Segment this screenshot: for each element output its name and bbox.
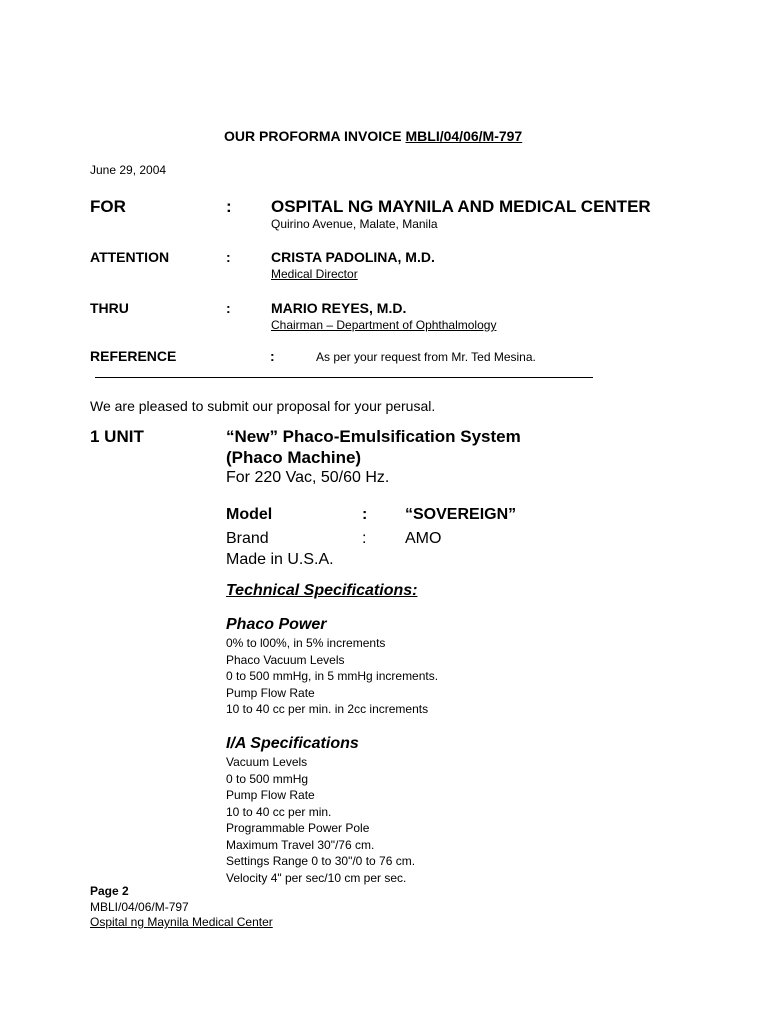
attention-position: Medical Director	[271, 267, 358, 281]
spec-line: Vacuum Levels	[226, 755, 308, 769]
thru-name: MARIO REYES, M.D.	[271, 300, 407, 316]
spec-line: 10 to 40 cc per min. in 2cc increments	[226, 702, 429, 716]
spec-line: Maximum Travel 30"/76 cm.	[226, 837, 375, 852]
spec-line: 0 to 500 mmHg, in 5 mmHg increments.	[226, 669, 439, 683]
ia-specifications-list	[226, 754, 415, 886]
thru-position: Chairman – Department of Ophthalmology	[271, 318, 497, 332]
reference-label: REFERENCE	[90, 348, 177, 364]
spec-line: Settings Range 0 to 30"/0 to 76 cm.	[226, 854, 416, 868]
item-origin: Made in U.S.A.	[226, 551, 334, 568]
invoice-number: MBLI/04/06/M-797	[405, 128, 523, 144]
brand-value: AMO	[405, 530, 442, 547]
footer-client: Ospital ng Maynila Medical Center	[90, 915, 273, 929]
reference-colon: :	[270, 348, 275, 364]
spec-line: Programmable Power Pole	[226, 821, 370, 835]
spec-line: 10 to 40 cc per min.	[226, 804, 332, 819]
thru-colon: :	[226, 300, 231, 316]
spec-line: 0 to 500 mmHg	[226, 771, 309, 786]
intro-text: We are pleased to submit our proposal for your perusal.	[90, 398, 436, 414]
model-value: “SOVEREIGN”	[405, 506, 517, 523]
attention-name: CRISTA PADOLINA, M.D.	[271, 249, 435, 265]
technical-specifications-heading: Technical Specifications:	[226, 582, 418, 599]
invoice-title-prefix: OUR PROFORMA INVOICE	[224, 128, 406, 144]
for-colon: :	[226, 197, 232, 216]
thru-label: THRU	[90, 300, 129, 316]
model-label: Model	[226, 506, 273, 523]
spec-line: Velocity 4" per sec/10 cm per sec.	[226, 870, 407, 885]
invoice-title	[224, 128, 522, 144]
model-colon: :	[362, 506, 368, 523]
attention-label: ATTENTION	[90, 249, 170, 265]
spec-line: 0% to l00%, in 5% increments	[226, 636, 386, 650]
item-quantity: 1 UNIT	[90, 427, 144, 446]
for-address: Quirino Avenue, Malate, Manila	[271, 217, 438, 231]
reference-text: As per your request from Mr. Ted Mesina.	[316, 350, 536, 364]
attention-colon: :	[226, 249, 231, 265]
item-power: For 220 Vac, 50/60 Hz.	[226, 469, 390, 486]
spec-line: Pump Flow Rate	[226, 788, 315, 802]
footer-reference: MBLI/04/06/M-797	[90, 900, 189, 914]
phaco-power-heading: Phaco Power	[226, 616, 327, 633]
brand-colon: :	[362, 530, 367, 547]
phaco-power-list	[226, 635, 438, 718]
ia-specifications-heading: I/A Specifications	[226, 735, 359, 752]
item-name-line2: (Phaco Machine)	[226, 448, 362, 467]
spec-line: Phaco Vacuum Levels	[226, 652, 345, 667]
invoice-date: June 29, 2004	[90, 163, 167, 177]
page-number: Page 2	[90, 884, 129, 898]
separator-line	[95, 377, 593, 378]
spec-line: Pump Flow Rate	[226, 685, 315, 700]
for-label: FOR	[90, 197, 126, 216]
item-name-line1: “New” Phaco-Emulsification System	[226, 427, 521, 446]
for-name: OSPITAL NG MAYNILA AND MEDICAL CENTER	[271, 197, 651, 216]
brand-label: Brand	[226, 530, 269, 547]
